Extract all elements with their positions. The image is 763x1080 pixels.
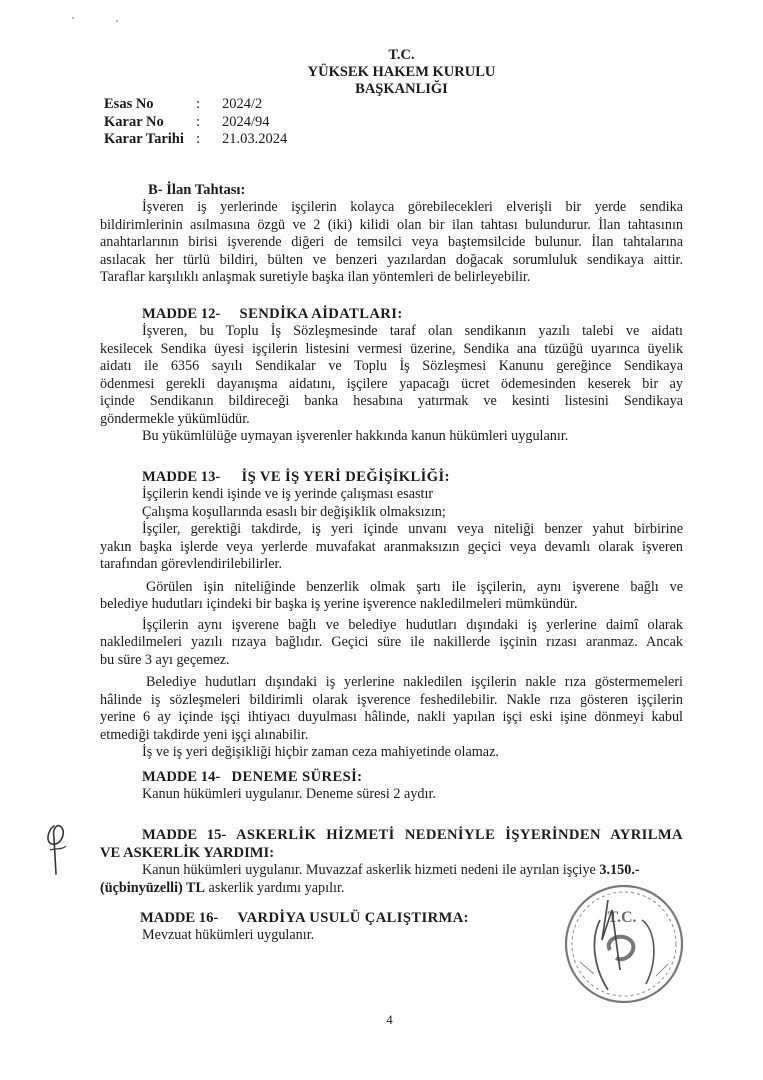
article-12-title (142, 305, 683, 323)
text-line: Kanun hükümleri uygulanır. Deneme süresi 2 aydır. (142, 786, 436, 802)
text-line: anahtarlarının birisi işverende diğeri de temsilci veya baştemsilcide bulunur. İlan tahtalarına (100, 234, 683, 250)
text-line: İşçilerin kendi işinde ve iş yerinde çalışması esastır (142, 486, 434, 502)
text-segment: askerlik yardımı yapılır. (204, 879, 345, 896)
article-heading: VARDİYA USULÜ ÇALIŞTIRMA: (237, 910, 469, 926)
text-line: Çalışma koşullarında esaslı bir değişiklik olmaksızın; (142, 503, 446, 520)
text-line: Bu yükümlülüğe uymayan işverenler hakkında kanun hükümleri uygulanır. (142, 428, 569, 444)
text-line: İş ve iş yeri değişikliği hiçbir zaman ceza mahiyetinde olamaz. (142, 744, 499, 760)
case-info-sep: : (196, 96, 201, 112)
amount-words: (üçbinyüzelli) TL (100, 879, 205, 896)
text-line: bildirimlerinin asılmasına özgü ve 2 (iki) kilidi olan bir ilan tahtası bulundurur. İlan tahtasının (100, 216, 683, 233)
article-heading: SENDİKA AİDATLARI: (239, 306, 403, 322)
text-line: İşçilerin aynı işverene bağlı ve belediye hudutları dışındaki iş yerlerine daimî olarak (142, 616, 683, 633)
case-info-sep: : (196, 113, 201, 130)
article-12 (100, 305, 683, 446)
document-header (0, 47, 763, 98)
text-line: İşçiler, gerektiği takdirde, iş yeri içinde unvanı veya niteliği benzer yahut birbirine (142, 521, 683, 537)
page-number: 4 (386, 1012, 393, 1027)
case-info-value: 2024/94 (222, 113, 270, 130)
section-b-title: B- İlan Tahtası: (148, 182, 246, 198)
text-line: hâlinde iş sözleşmeleri bildirimli olarak işverence feshedilebilir. Nakle rıza gösteren işçilerin (100, 691, 683, 708)
case-info-value: 2024/2 (222, 96, 263, 112)
case-info-key: Karar Tarihi (104, 131, 184, 147)
text-line: yerine 6 ay içinde işçi ihtiyacı duyulması hâlinde, nakli yapılan işçi eski işine dönmeyi kabul (100, 709, 683, 725)
article-number: MADDE 15- (142, 827, 227, 843)
text-line: içinde Sendikanın bildireceği banka hesabına yatırmak ve kesinti listesini Sendikaya (100, 393, 683, 409)
text-line: nakledilmeleri yazılı rızaya bağlıdır. Geçici süre ile nakillerde işçinin rızası aranmaz. Ancak (100, 634, 683, 650)
text-line: Mevzuat hükümleri uygulanır. (142, 927, 315, 943)
text-line: İşveren, bu Toplu İş Sözleşmesinde taraf olan sendikanın yazılı talebi ve aidatı (142, 323, 683, 339)
article-15-title (142, 826, 683, 844)
case-info-key: Karar No (104, 113, 164, 130)
case-info-key: Esas No (104, 96, 154, 112)
header-presidency: BAŞKANLIĞI (355, 81, 448, 97)
article-14 (100, 768, 683, 804)
text-line: İşveren iş yerlerinde işçilerin kolayca görebilecekleri elverişli bir yerde sendika (142, 199, 683, 215)
text-line: Görülen işin niteliğinde benzerlik olmak şartı ile işçilerin, aynı işverene bağlı ve (146, 578, 683, 595)
section-b (100, 181, 683, 287)
text-line: Taraflar karşılıklı anlaşmak suretiyle başka ilan yöntemleri de belirleyebilir. (100, 269, 531, 285)
text-line: belediye hudutları içindeki bir başka iş yerine işverence nakledilmeleri mümkündür. (100, 596, 578, 612)
handwritten-initial-icon (40, 820, 80, 885)
case-info (104, 96, 287, 149)
article-15-title-cont: VE ASKERLİK YARDIMI: (100, 845, 275, 861)
article-number: MADDE 13- (142, 469, 221, 485)
text-line (100, 862, 683, 880)
text-line: bu süre 3 ayı geçemez. (100, 651, 230, 668)
article-13-title (142, 468, 683, 486)
case-info-row (104, 96, 287, 114)
scan-speck (72, 17, 74, 19)
case-info-sep: : (196, 131, 201, 147)
section-b-body (100, 199, 683, 287)
text-line: ödenmesi gerekli dayanışma aidatını, işçilere yapacağı ücret ödemesinden keserek bir ay (100, 375, 683, 392)
article-12-body (100, 323, 683, 446)
article-heading: ASKERLİK HİZMETİ NEDENİYLE İŞYERİNDEN AYRILMA (235, 827, 684, 843)
text-line: tarafından görevlendirilebilirler. (100, 556, 282, 572)
case-info-value: 21.03.2024 (222, 131, 288, 147)
article-number: MADDE 16- (140, 910, 219, 926)
header-institution: YÜKSEK HAKEM KURULU (307, 64, 496, 80)
article-heading: İŞ VE İŞ YERİ DEĞİŞİKLİĞİ: (241, 469, 450, 485)
scan-speck (116, 20, 118, 22)
article-14-title (142, 768, 683, 786)
text-line: asılacak her türlü bildiri, bülten ve benzeri yazılardan doğacak sorumluluk sendikaya aittir. (100, 251, 683, 268)
article-heading: DENEME SÜRESİ: (231, 769, 363, 785)
amount-figure: 3.150.- (599, 862, 640, 878)
text-line: yakın başka işlerde veya yerlerde muvafakat aranmaksızın geçici veya devamlı olarak işveren (100, 538, 683, 555)
text-line: etmediği takdirde yeni işçi alınabilir. (100, 726, 309, 743)
case-info-row (104, 131, 287, 149)
text-line: göndermekle yükümlüdür. (100, 410, 250, 427)
text-line: aidatı ile 6356 sayılı Sendikalar ve Toplu İş Sözleşmesi Kanunu gereğince Sendikaya (100, 358, 683, 374)
article-number: MADDE 14- (142, 769, 221, 785)
official-stamp-icon (560, 880, 690, 1015)
text-line: Belediye hudutları dışındaki iş yerlerine nakledilen işçilerin nakle rıza göstermemeleri (146, 674, 683, 690)
article-number: MADDE 12- (142, 306, 221, 322)
stamp-text: T.C. (607, 909, 637, 926)
text-line: kesilecek Sendika üyesi işçilerin listesini vermesi üzerine, Sendika ana tüzüğü uyarınca üyelik (100, 340, 683, 357)
header-tc: T.C. (388, 47, 415, 63)
text-segment: Kanun hükümleri uygulanır. Muvazzaf askerlik hizmeti nedeni ile ayrılan işçiye (142, 862, 600, 878)
article-13 (100, 468, 683, 762)
case-info-row (104, 114, 287, 132)
article-14-body (100, 786, 683, 804)
article-13-body (100, 486, 683, 762)
